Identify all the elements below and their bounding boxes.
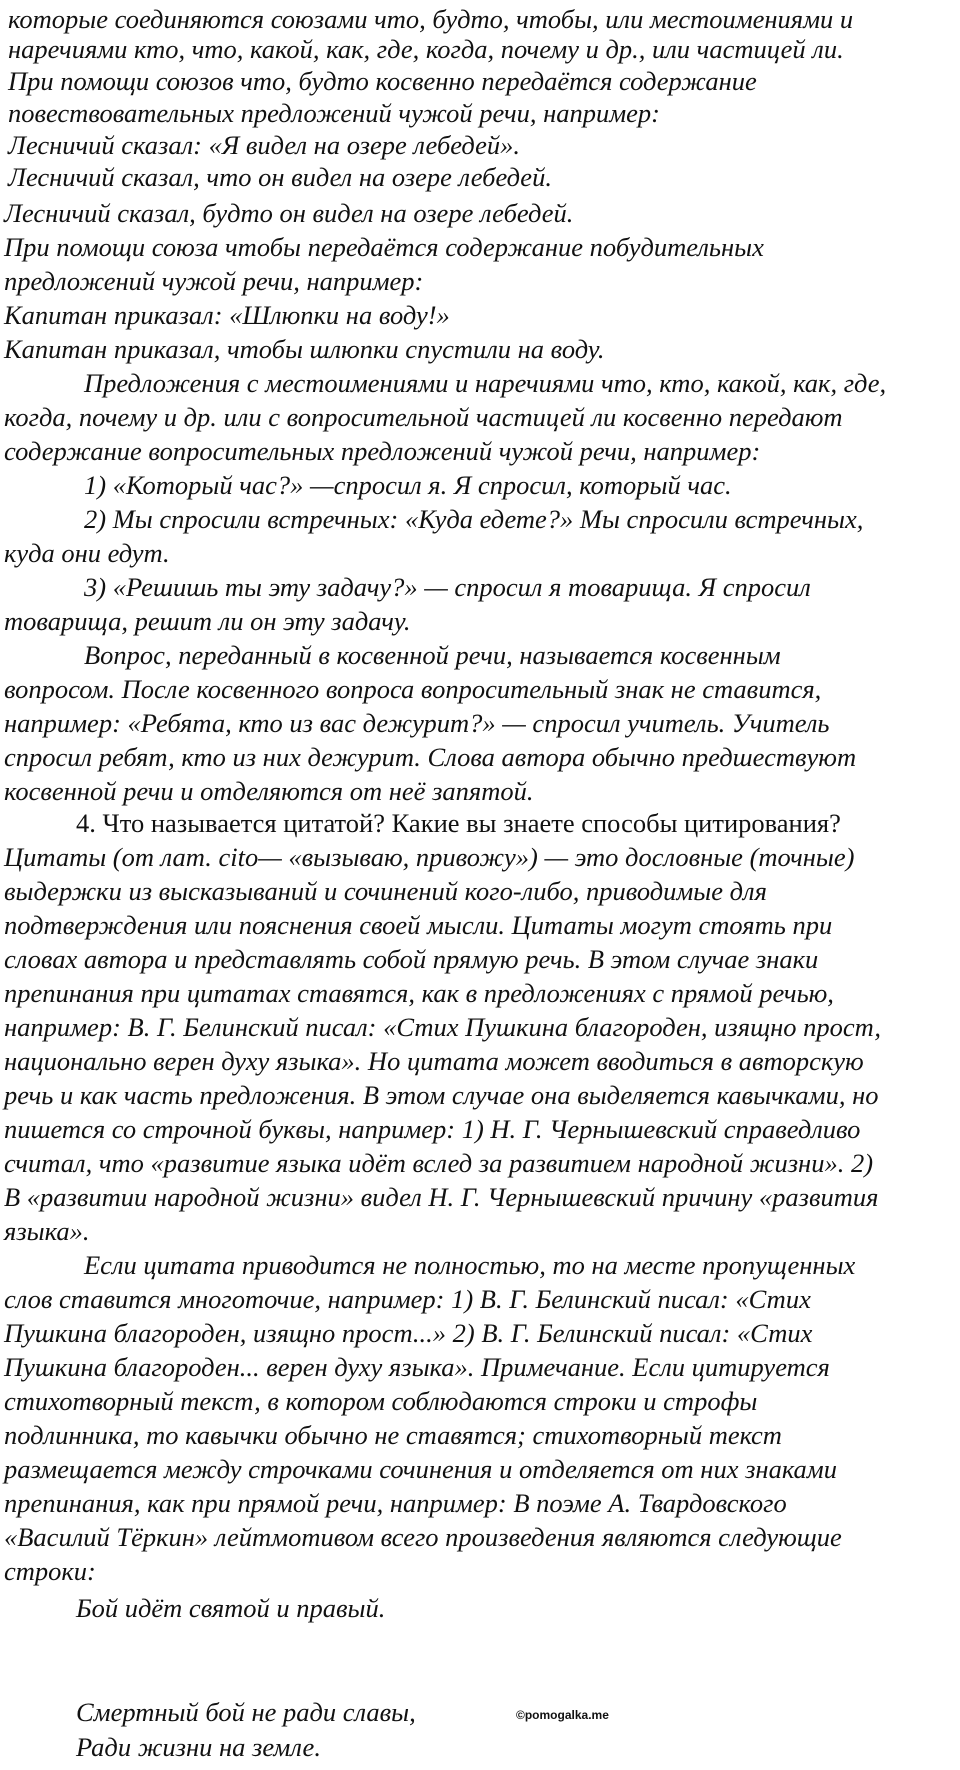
text-line: куда они едут.	[4, 538, 170, 568]
text-line: Капитан приказал, чтобы шлюпки спустили на воду.	[4, 334, 605, 364]
text-line: Пушкина благороден, изящно прост...» 2) В. Г. Белинский писал: «Стих	[4, 1318, 813, 1348]
watermark: ©pomogalka.me	[516, 1708, 609, 1722]
text-line: Лесничий сказал: «Я видел на озере лебедей».	[8, 130, 521, 160]
text-line: Вопрос, переданный в косвенной речи, называется косвенным	[84, 640, 781, 670]
poem-line: Бой идёт святой и правый.	[76, 1593, 386, 1623]
text-line: слов ставится многоточие, например: 1) В. Г. Белинский писал: «Стих	[4, 1284, 811, 1314]
text-line: например: «Ребята, кто из вас дежурит?» — спросил учитель. Учитель	[4, 708, 830, 738]
text-line: Цитаты (от лат. cito— «вызываю, привожу») — это дословные (точные)	[4, 842, 855, 872]
text-line: словах автора и представлять собой прямую речь. В этом случае знаки	[4, 944, 819, 974]
text-line: национально верен духу языка». Но цитата может вводиться в авторскую	[4, 1046, 864, 1076]
text-line: Лесничий сказал, будто он видел на озере лебедей.	[4, 198, 574, 228]
text-line: наречиями кто, что, какой, как, где, когда, почему и др., или частицей ли.	[8, 34, 844, 64]
text-line: 1) «Который час?» —спросил я. Я спросил, который час.	[84, 470, 732, 500]
text-line: Предложения с местоимениями и наречиями что, кто, какой, как, где,	[84, 368, 887, 398]
text-line: косвенной речи и отделяются от неё запятой.	[4, 776, 534, 806]
text-line: например: В. Г. Белинский писал: «Стих Пушкина благороден, изящно прост,	[4, 1012, 882, 1042]
text-line: вопросом. После косвенного вопроса вопросительный знак не ставится,	[4, 674, 822, 704]
text-line: подлинника, то кавычки обычно не ставятся; стихотворный текст	[4, 1420, 782, 1450]
text-line: При помощи союзов что, будто косвенно передаётся содержание	[8, 66, 757, 96]
text-line: препинания при цитатах ставятся, как в предложениях с прямой речью,	[4, 978, 834, 1008]
text-line: Лесничий сказал, что он видел на озере лебедей.	[8, 162, 552, 192]
text-line: размещается между строчками сочинения и отделяется от них знаками	[4, 1454, 837, 1484]
text-line: Пушкина благороден... верен духу языка». Примечание. Если цитируется	[4, 1352, 830, 1382]
text-line: препинания, как при прямой речи, например: В поэме А. Твардовского	[4, 1488, 787, 1518]
text-line: товарища, решит ли он эту задачу.	[4, 606, 411, 636]
text-line: «Василий Тёркин» лейтмотивом всего произведения являются следующие	[4, 1522, 842, 1552]
text-line: спросил ребят, кто из них дежурит. Слова автора обычно предшествуют	[4, 742, 857, 772]
text-line: когда, почему и др. или с вопросительной частицей ли косвенно передают	[4, 402, 843, 432]
text-line: Капитан приказал: «Шлюпки на воду!»	[4, 300, 450, 330]
text-line: считал, что «развитие языка идёт вслед за развитием народной жизни». 2)	[4, 1148, 874, 1178]
poem-line: Смертный бой не ради славы,	[76, 1697, 416, 1727]
text-line: пишется со строчной буквы, например: 1) Н. Г. Чернышевский справедливо	[4, 1114, 861, 1144]
text-line: языка».	[4, 1216, 90, 1246]
text-line: выдержки из высказываний и сочинений кого-либо, приводимые для	[4, 876, 767, 906]
text-line: повествовательных предложений чужой речи, например:	[8, 98, 660, 128]
text-line: стихотворный текст, в котором соблюдаются строки и строфы	[4, 1386, 758, 1416]
text-line: речь и как часть предложения. В этом случае она выделяется кавычками, но	[4, 1080, 879, 1110]
text-line: В «развитии народной жизни» видел Н. Г. Чернышевский причину «развития	[4, 1182, 879, 1212]
text-line: предложений чужой речи, например:	[4, 266, 424, 296]
text-line: которые соединяются союзами что, будто, чтобы, или местоимениями и	[8, 4, 854, 34]
poem-line: Ради жизни на земле.	[76, 1732, 321, 1762]
text-line: Если цитата приводится не полностью, то на месте пропущенных	[84, 1250, 856, 1280]
text-line: 2) Мы спросили встречных: «Куда едете?» Мы спросили встречных,	[84, 504, 864, 534]
text-line: подтверждения или пояснения своей мысли. Цитаты могут стоять при	[4, 910, 833, 940]
question-heading: 4. Что называется цитатой? Какие вы знаете способы цитирования?	[76, 808, 841, 838]
text-line: При помощи союза чтобы передаётся содержание побудительных	[4, 232, 764, 262]
text-line: 3) «Решишь ты эту задачу?» — спросил я товарища. Я спросил	[84, 572, 811, 602]
text-line: содержание вопросительных предложений чужой речи, например:	[4, 436, 761, 466]
text-line: строки:	[4, 1556, 96, 1586]
